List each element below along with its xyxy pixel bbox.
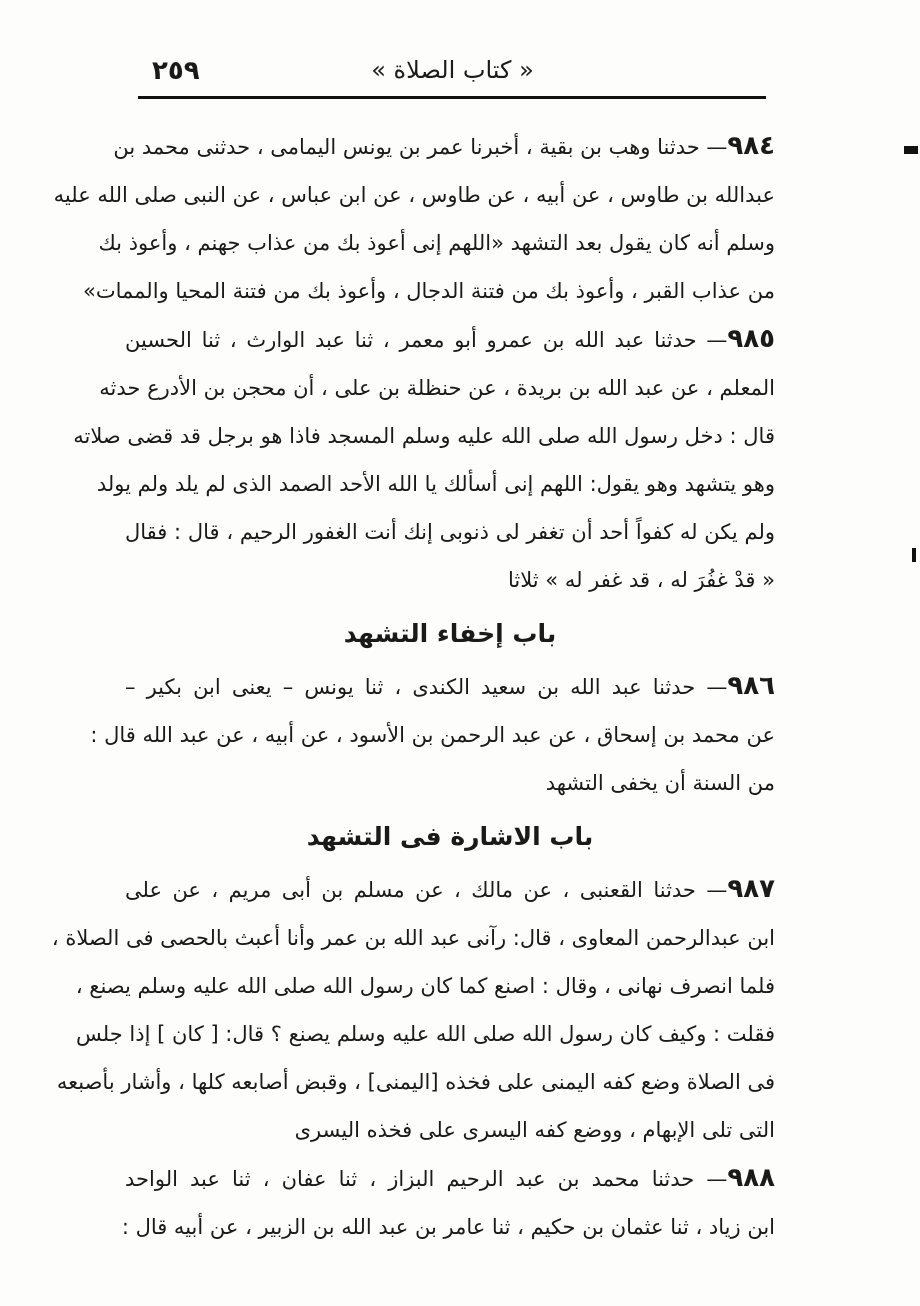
text-line: قال : دخل رسول الله صلى الله عليه وسلم المسجد فاذا هو برجل قد قضى صلاته <box>73 424 775 448</box>
chapter-heading: باب الاشارة فى التشهد <box>306 822 594 851</box>
text-line: ٩٨٧— حدثنا القعنبى ، عن مالك ، عن مسلم بن أبى مريم ، عن على <box>125 874 775 904</box>
text-line: ٩٨٨— حدثنا محمد بن عبد الرحيم البزاز ، ثنا عفان ، ثنا عبد الواحد <box>125 1163 775 1193</box>
header-title: « كتاب الصلاة » <box>371 56 534 84</box>
text-line: ٩٨٦— حدثنا عبد الله بن سعيد الكندى ، ثنا يونس – يعنى ابن بكير – <box>125 671 775 701</box>
text-line: فى الصلاة وضع كفه اليمنى على فخذه [اليمنى] ، وقبض أصابعه كلها ، وأشار بأصبعه <box>56 1070 775 1094</box>
text-line: ٩٨٥— حدثنا عبد الله بن عمرو أبو معمر ، ثنا عبد الوارث ، ثنا الحسين <box>125 324 775 354</box>
header-rule <box>138 96 766 99</box>
hadith-number: ٩٨٨ <box>727 1163 775 1193</box>
text-line: فقلت : وكيف كان رسول الله صلى الله عليه وسلم يصنع ؟ قال: [ كان ] إذا جلس <box>76 1022 775 1046</box>
hadith-986 <box>90 662 775 807</box>
text-line: وهو يتشهد وهو يقول: اللهم إنى أسألك يا الله الأحد الصمد الذى لم يلد ولم يولد <box>96 472 775 496</box>
text-line: ولم يكن له كفواً أحد أن تغفر لى ذنوبى إنك أنت الغفور الرحيم ، قال : فقال <box>125 520 775 544</box>
hadith-number: ٩٨٧ <box>727 874 775 904</box>
running-header <box>140 52 765 92</box>
hadith-number: ٩٨٥ <box>727 324 775 354</box>
text-line: المعلم ، عن عبد الله بن بريدة ، عن حنظلة بن على ، أن محجن بن الأدرع حدثه <box>99 376 775 400</box>
chapter-heading: باب إخفاء التشهد <box>343 619 557 648</box>
text-line: فلما انصرف نهانى ، وقال : اصنع كما كان رسول الله صلى الله عليه وسلم يصنع ، <box>75 974 775 998</box>
page-number: ٢٥٩ <box>152 56 200 86</box>
text-line: من عذاب القبر ، وأعوذ بك من فتنة الدجال ، وأعوذ بك من فتنة المحيا والممات» <box>83 279 775 303</box>
hadith-984 <box>53 122 775 315</box>
text-line: ابن زياد ، ثنا عثمان بن حكيم ، ثنا عامر بن عبد الله بن الزبير ، عن أبيه قال : <box>121 1215 775 1239</box>
hadith-987 <box>51 865 775 1154</box>
text-line: وسلم أنه كان يقول بعد التشهد «اللهم إنى أعوذ بك من عذاب جهنم ، وأعوذ بك <box>98 231 775 255</box>
margin-mark <box>912 548 916 562</box>
hadith-number: ٩٨٤ <box>727 131 775 161</box>
text-line: « قدْ غفُرَ له ، قد غفر له » ثلاثا <box>508 568 775 592</box>
hadith-988 <box>121 1154 775 1251</box>
page-body <box>51 122 775 1251</box>
text-line: ٩٨٤— حدثنا وهب بن بقية ، أخبرنا عمر بن يونس اليمامى ، حدثنى محمد بن <box>113 131 775 161</box>
text-line: التى تلى الإبهام ، ووضع كفه اليسرى على فخذه اليسرى <box>294 1118 775 1142</box>
text-line: ابن عبدالرحمن المعاوى ، قال: رآنى عبد الله بن عمر وأنا أعبث بالحصى فى الصلاة ، <box>51 926 775 950</box>
text-line: عن محمد بن إسحاق ، عن عبد الرحمن بن الأسود ، عن أبيه ، عن عبد الله قال : <box>90 723 775 747</box>
text-line: من السنة أن يخفى التشهد <box>545 771 775 795</box>
hadith-985 <box>73 315 775 604</box>
hadith-number: ٩٨٦ <box>727 671 775 701</box>
margin-mark <box>904 146 918 154</box>
text-line: عبدالله بن طاوس ، عن أبيه ، عن طاوس ، عن ابن عباس ، عن النبى صلى الله عليه <box>53 183 775 207</box>
